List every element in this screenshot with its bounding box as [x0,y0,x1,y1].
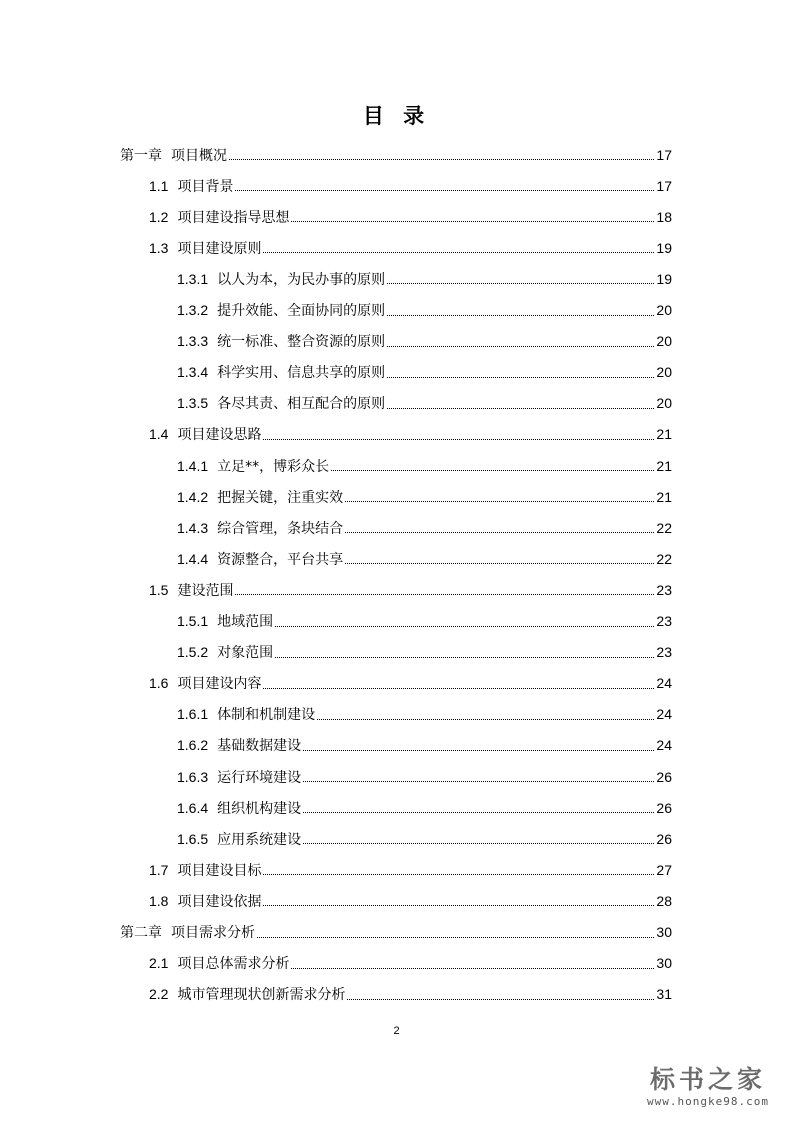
toc-entry-page: 31 [656,986,672,1003]
toc-entry[interactable] [149,948,672,979]
toc-entry-number: 1.4 [149,426,169,443]
toc-entry-title: 对象范围 [217,645,274,662]
toc-entry-page: 19 [656,270,672,287]
toc-entry-title: 体制和机制建设 [217,707,316,724]
toc-dot-leader [275,625,654,627]
toc-entry-page: 17 [656,177,672,194]
toc-dot-leader [347,998,654,1000]
toc-dot-leader [331,469,654,471]
watermark-url: www.hongke98.com [647,1095,769,1108]
toc-entry-page: 20 [656,364,672,381]
toc-dot-leader [263,251,654,253]
toc-entry-page: 30 [656,924,672,940]
toc-entry-number: 1.4.4 [177,550,209,567]
toc-entry[interactable] [177,637,672,668]
toc-entry-page: 27 [656,861,672,878]
toc-entry-number: 2.1 [149,955,169,972]
toc-entry-title: 项目需求分析 [171,925,255,941]
toc-entry[interactable] [177,606,672,637]
toc-entry-page: 23 [656,613,672,629]
toc-entry-page: 23 [656,644,672,661]
toc-entry-number: 第二章 [120,924,162,940]
toc-entry-number: 1.3.4 [177,364,209,381]
toc-dot-leader [387,407,654,409]
toc-entry-title: 组织机构建设 [217,800,302,817]
toc-dot-leader [303,780,654,782]
toc-entry[interactable] [177,388,672,419]
toc-entry-title: 运行环境建设 [217,769,302,786]
toc-dot-leader [345,562,654,564]
toc-entry[interactable] [177,263,672,294]
toc-entry[interactable] [177,823,672,854]
toc-dot-leader [317,718,654,720]
toc-entry-title: 项目建设内容 [177,676,262,693]
toc-entry-title: 资源整合，平台共享 [217,551,344,568]
toc-dot-leader [387,282,654,284]
toc-entry[interactable] [177,761,672,792]
toc-entry-title: 项目建设目标 [177,862,262,879]
toc-dot-leader [257,936,654,938]
toc-entry-number: 1.2 [149,208,169,225]
toc-dot-leader [275,656,654,658]
toc-entry-title: 项目建设依据 [177,893,262,910]
toc-entry-page: 24 [656,737,672,754]
toc-dot-leader [303,749,654,751]
toc-entry-title: 基础数据建设 [217,738,302,755]
toc-entry[interactable] [149,885,672,916]
toc-entry-number: 1.6.2 [177,737,209,754]
toc-entry-title: 以人为本，为民办事的原则 [217,271,386,288]
toc-entry[interactable] [149,419,672,450]
toc-entry-number: 1.6.4 [177,799,209,816]
toc-entry[interactable] [177,792,672,823]
toc-dot-leader [263,687,654,689]
toc-dot-leader [229,158,654,160]
toc-entry-title: 统一标准、整合资源的原则 [217,334,386,351]
toc-entry-page: 24 [656,675,672,692]
toc-entry-title: 科学实用、信息共享的原则 [217,365,386,382]
toc-entry-page: 21 [656,488,672,505]
toc-entry-title: 地域范围 [217,614,274,630]
toc-entry[interactable] [149,201,672,232]
toc-entry[interactable] [120,139,672,170]
toc-dot-leader [387,376,654,378]
toc-entry[interactable] [149,668,672,699]
watermark [633,1065,783,1109]
toc-dot-leader [303,842,654,844]
toc-entry[interactable] [177,543,672,574]
toc-entry-title: 项目建设思路 [177,427,262,444]
toc-entry[interactable] [177,326,672,357]
toc-entry[interactable] [177,357,672,388]
toc-dot-leader [235,593,654,595]
toc-entry[interactable] [177,450,672,481]
toc-entry-number: 1.6.1 [177,706,209,723]
toc-entry-number: 1.7 [149,861,169,878]
toc-entry-number: 1.3.1 [177,270,209,287]
toc-entry-page: 22 [656,519,672,536]
toc-entry[interactable] [149,979,672,1010]
toc-entry-page: 28 [656,892,672,909]
toc-entry-number: 1.3 [149,239,169,256]
toc-dot-leader [345,500,654,502]
toc-entry-number: 1.6 [149,675,169,692]
toc-dot-leader [263,438,654,440]
toc-entry-title: 综合管理，条块结合 [217,520,344,537]
toc-dot-leader [235,189,654,191]
toc-entry-number: 1.3.5 [177,395,209,412]
toc-entry-title: 立足**，博彩众长 [217,458,330,475]
toc-entry-number: 1.3.2 [177,302,209,318]
toc-entry[interactable] [149,854,672,885]
toc-entry-title: 项目建设指导思想 [177,209,290,226]
toc-entry-page: 26 [656,768,672,785]
toc-entry-number: 1.8 [149,892,169,909]
toc-entry[interactable] [120,917,672,948]
toc-entry-title: 各尽其责、相互配合的原则 [217,396,386,413]
toc-entry-page: 23 [656,581,672,598]
toc-entry-number: 第一章 [120,146,162,163]
toc-entry-title: 项目建设原则 [177,240,262,257]
toc-entry-number: 1.4.1 [177,457,209,474]
toc-entry-page: 20 [656,302,672,318]
toc-entry-number: 1.4.2 [177,488,209,505]
toc-entry-number: 1.6.5 [177,830,209,847]
toc-entry-title: 提升效能、全面协同的原则 [217,303,386,319]
toc-dot-leader [291,220,654,222]
toc-entry-title: 城市管理现状创新需求分析 [177,987,346,1004]
toc-entry-title: 应用系统建设 [217,831,302,848]
toc-entry-number: 2.2 [149,986,169,1003]
toc-entry-title: 项目背景 [177,178,234,195]
toc-title: 目 录 [362,104,431,128]
toc-entry-number: 1.1 [149,177,169,194]
toc-dot-leader [303,811,654,813]
toc-entry-page: 17 [656,146,672,163]
toc-entry[interactable] [149,170,672,201]
toc-entry-title: 把握关键，注重实效 [217,489,344,506]
toc-entry-title: 项目总体需求分析 [177,956,290,973]
toc-entry[interactable] [177,512,672,543]
toc-entry-page: 26 [656,830,672,847]
toc-entry-number: 1.5.1 [177,613,209,629]
toc-entry-number: 1.4.3 [177,519,209,536]
toc-entry-title: 建设范围 [177,582,234,599]
toc-entry-page: 20 [656,395,672,412]
toc-entry[interactable] [177,295,672,326]
toc-entry[interactable] [149,574,672,605]
toc-dot-leader [387,345,654,347]
toc-entry[interactable] [177,730,672,761]
toc-dot-leader [291,967,654,969]
toc-entry-page: 22 [656,550,672,567]
toc-entry-page: 26 [656,799,672,816]
toc-dot-leader [345,531,654,533]
toc-entry-number: 1.5.2 [177,644,209,661]
toc-dot-leader [387,314,654,316]
watermark-title: 标书之家 [649,1065,766,1094]
toc-entry-page: 21 [656,426,672,443]
toc-entry-number: 1.3.3 [177,333,209,350]
toc-entry-title: 项目概况 [171,147,227,164]
toc-entry-page: 21 [656,457,672,474]
toc-entry[interactable] [177,699,672,730]
toc-entry-page: 19 [656,239,672,256]
toc-entry-page: 20 [656,333,672,350]
toc-entry[interactable] [177,481,672,512]
toc-entry[interactable] [149,232,672,263]
toc-entry-page: 30 [656,955,672,972]
toc-dot-leader [263,904,654,906]
toc-entry-page: 18 [656,208,672,225]
page-number: 2 [393,1025,400,1037]
toc-entry-number: 1.6.3 [177,768,209,785]
toc-entry-number: 1.5 [149,581,169,598]
toc-entry-page: 24 [656,706,672,723]
toc-dot-leader [263,873,654,875]
